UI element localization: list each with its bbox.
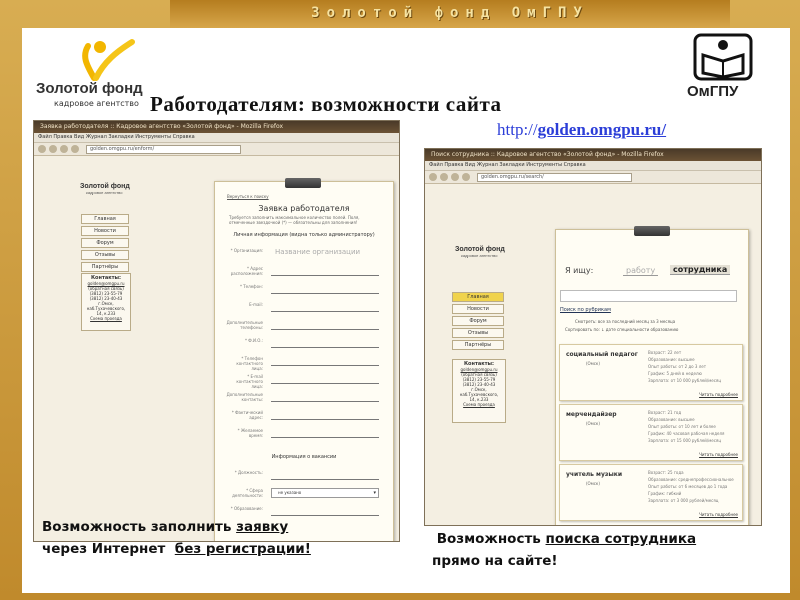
browser-title-bar: Поиск сотрудника :: Кадровое агентство «Золотой фонд» - Mozilla Firefox xyxy=(425,149,761,161)
job-details xyxy=(648,409,724,444)
option-staff[interactable]: сотрудника xyxy=(670,265,730,275)
contacts-line[interactable]: (обратная связь) xyxy=(461,372,497,377)
caption-text: Возможность xyxy=(432,531,546,547)
job-detail: Образование: среднепрофессиональное xyxy=(648,477,734,482)
job-detail: Зарплата: от 15 000 рублей/месяц xyxy=(648,438,722,443)
contacts-title: Контакты: xyxy=(463,361,495,367)
job-detail: Возраст: 21 год xyxy=(648,410,682,415)
banner-title: Золотой фонд ОмГПУ xyxy=(311,5,589,21)
forward-icon[interactable] xyxy=(49,145,57,153)
page-title: Работодателям: возможности сайта xyxy=(150,92,502,116)
read-more-link[interactable]: Читать подробнее xyxy=(699,392,738,397)
section-personal-title: Личная информация (видна только администратору) xyxy=(233,232,375,238)
contacts-box xyxy=(81,273,131,331)
browser-menu-bar: Файл Правка Вид Журнал Закладки Инструменты Справка xyxy=(425,161,761,171)
form-row[interactable] xyxy=(225,470,383,482)
field-label: Дополнительные телефоны: xyxy=(226,320,263,330)
caption-right xyxy=(432,528,696,572)
field-label: * Ф.И.О.: xyxy=(244,338,263,343)
slide-canvas xyxy=(22,28,790,593)
field-input[interactable] xyxy=(271,311,379,312)
reload-icon[interactable] xyxy=(60,145,68,153)
omgpu-name: ОмГПУ xyxy=(687,83,739,100)
contacts-box xyxy=(452,359,506,423)
chevron-down-icon: ▾ xyxy=(373,490,376,496)
field-input[interactable] xyxy=(271,479,379,480)
form-row[interactable] xyxy=(225,320,383,332)
field-input[interactable] xyxy=(271,365,379,366)
site-logo-sub: кадровое агентство xyxy=(86,190,123,195)
reload-icon[interactable] xyxy=(451,173,459,181)
field-label: * Телефон: xyxy=(239,284,263,289)
contacts-line[interactable]: Схема проезда xyxy=(463,402,495,407)
form-paper xyxy=(214,181,394,542)
clipboard-clip-icon xyxy=(634,226,670,236)
form-note: Требуется заполнить максимальное количество полей. Поля, отмеченные звездочкой (*) — обязательны для заполнения! xyxy=(229,215,360,225)
nav-forum[interactable]: Форум xyxy=(81,238,129,248)
job-card[interactable] xyxy=(559,344,743,401)
job-title[interactable]: учитель музыки xyxy=(566,471,623,478)
org-input[interactable]: Название организации xyxy=(275,248,361,256)
caption-left xyxy=(42,516,311,560)
golden-fund-logo xyxy=(36,38,166,133)
caption-text: через Интернет xyxy=(42,541,175,557)
option-work[interactable]: работу xyxy=(623,266,658,276)
forward-icon[interactable] xyxy=(440,173,448,181)
site-logo xyxy=(455,246,505,258)
form-row[interactable] xyxy=(225,338,383,350)
logo-brand-text: Золотой фонд xyxy=(36,80,143,97)
form-row[interactable] xyxy=(225,266,383,278)
field-label: * Должность: xyxy=(234,470,263,475)
screenshot-employer-form xyxy=(33,120,400,542)
vacancy-select-value: не указано xyxy=(278,490,302,495)
job-title[interactable]: социальный педагог xyxy=(566,351,638,358)
field-label: * E-mail контактного лица: xyxy=(236,374,263,389)
clipboard-clip-icon xyxy=(285,178,321,188)
nav-reviews[interactable]: Отзывы xyxy=(452,328,504,338)
site-logo xyxy=(80,183,130,195)
site-logo-sub: кадровое агентство xyxy=(461,253,498,258)
nav-main[interactable]: Главная xyxy=(81,214,129,224)
job-detail: График: гибкий xyxy=(648,491,682,496)
contacts-line: наб.Тухачевского, xyxy=(86,306,126,311)
contacts-line: г.Омск, xyxy=(471,387,487,392)
omgpu-book-icon xyxy=(693,33,753,81)
field-input[interactable] xyxy=(271,401,379,402)
nav-forum[interactable]: Форум xyxy=(452,316,504,326)
job-title[interactable]: мерчендайзер xyxy=(566,411,617,418)
field-label: * Желаемое время: xyxy=(237,428,263,438)
form-row[interactable] xyxy=(225,356,383,371)
form-row[interactable] xyxy=(225,302,383,314)
site-nav xyxy=(452,292,504,352)
section-vacancy-title: Информация о вакансии xyxy=(271,454,337,460)
caption-text: Возможность заполнить xyxy=(42,519,237,535)
contacts-line: (3812) 23-40-43 xyxy=(89,296,123,301)
read-more-link[interactable]: Читать подробнее xyxy=(699,512,738,517)
golden-fund-emblem-icon xyxy=(64,38,144,82)
vacancy-select[interactable] xyxy=(271,488,379,498)
browser-nav-bar xyxy=(425,171,761,184)
job-detail: Образование: высшее xyxy=(648,417,695,422)
search-question: Я ищу: xyxy=(565,266,594,275)
field-label: * Телефон контактного лица: xyxy=(236,356,263,371)
caption-link-staff-search[interactable]: поиска сотрудника xyxy=(545,531,697,547)
site-logo-text: Золотой фонд xyxy=(455,246,505,253)
org-label: * Организация: xyxy=(230,248,263,253)
nav-main[interactable]: Главная xyxy=(452,292,504,302)
job-detail: Зарплата: от 10 000 рублей/месяц xyxy=(648,378,722,383)
job-card[interactable] xyxy=(559,464,743,521)
contacts-line: наб.Тухачевского, xyxy=(459,392,499,397)
job-detail: График: 40 часовая рабочая неделя xyxy=(648,431,725,436)
job-card[interactable] xyxy=(559,404,743,461)
caption-link-application[interactable]: заявку xyxy=(236,519,289,535)
caption-left-line1 xyxy=(42,516,311,538)
form-row[interactable] xyxy=(225,428,383,440)
caption-right-line1 xyxy=(432,528,696,550)
contacts-line[interactable]: golden@omgpu.ru xyxy=(460,367,498,372)
job-detail: Опыт работы: от 6 месяцев до 1 года xyxy=(648,484,728,489)
nav-news[interactable]: Новости xyxy=(452,304,504,314)
job-city: (Омск) xyxy=(586,421,600,426)
screenshot-staff-search xyxy=(424,148,762,526)
contacts-line[interactable]: (обратная связь) xyxy=(88,286,124,291)
home-icon[interactable] xyxy=(71,145,79,153)
caption-left-line2 xyxy=(42,538,311,560)
job-detail: Опыт работы: от 10 лет и более xyxy=(648,424,716,429)
form-row[interactable] xyxy=(225,284,383,296)
field-label: E-mail: xyxy=(249,302,263,307)
job-details xyxy=(648,349,721,384)
browser-title-bar: Заявка работодателя :: Кадровое агентство «Золотой фонд» - Mozilla Firefox xyxy=(34,121,399,133)
read-more-link[interactable]: Читать подробнее xyxy=(699,452,738,457)
filter-sort[interactable]: Сортировать по: ↓ дате специальности образованию xyxy=(565,327,679,332)
job-detail: Возраст: 22 лет xyxy=(648,350,682,355)
job-detail: Возраст: 25 года xyxy=(648,470,684,475)
nav-reviews[interactable]: Отзывы xyxy=(81,250,129,260)
field-label: * Образование: xyxy=(230,506,263,511)
contacts-line: (3812) 23-40-43 xyxy=(462,382,496,387)
form-row[interactable] xyxy=(225,392,383,404)
field-input[interactable] xyxy=(271,419,379,420)
job-detail: График: 5 дней в неделю xyxy=(648,371,702,376)
nav-news[interactable]: Новости xyxy=(81,226,129,236)
omgpu-logo xyxy=(685,33,775,113)
job-details xyxy=(648,469,734,504)
form-row[interactable] xyxy=(225,410,383,422)
contacts-line: 14, к.233 xyxy=(469,397,489,402)
nav-partners[interactable]: Партнёры xyxy=(452,340,504,350)
back-icon[interactable] xyxy=(38,145,46,153)
contacts-line: 14, к.233 xyxy=(96,311,116,316)
contacts-line[interactable]: Схема проезда xyxy=(90,316,122,321)
form-row[interactable] xyxy=(225,488,383,500)
field-label: * Фактический адрес: xyxy=(231,410,263,420)
browser-address-input[interactable]: golden.omgpu.ru/enform/ xyxy=(86,145,241,154)
web-page xyxy=(34,156,399,541)
job-city: (Омск) xyxy=(586,481,600,486)
contacts-line: (3812) 23-55-79 xyxy=(89,291,123,296)
top-banner xyxy=(170,0,730,28)
home-icon[interactable] xyxy=(462,173,470,181)
form-title: Заявка работодателя xyxy=(258,204,350,213)
form-row[interactable] xyxy=(225,374,383,389)
field-label: Дополнительные контакты: xyxy=(226,392,263,402)
url-protocol: http:// xyxy=(497,120,538,139)
site-logo-text: Золотой фонд xyxy=(80,183,130,190)
search-by-category-link[interactable]: Поиск по рубрикам xyxy=(560,307,611,313)
contacts-line: (3812) 23-55-79 xyxy=(462,377,496,382)
contacts-line[interactable]: golden@omgpu.ru xyxy=(87,281,125,286)
contacts-title: Контакты: xyxy=(90,275,122,281)
field-input[interactable] xyxy=(271,275,379,276)
site-url-link[interactable] xyxy=(497,120,666,140)
caption-right-line2: прямо на сайте! xyxy=(432,553,558,569)
job-city: (Омск) xyxy=(586,361,600,366)
field-label: * Адрес расположения: xyxy=(230,266,263,276)
url-host: golden.omgpu.ru/ xyxy=(537,120,667,139)
field-input[interactable] xyxy=(271,293,379,294)
job-detail: Опыт работы: от 2 до 3 лет xyxy=(648,364,707,369)
caption-link-no-registration[interactable]: без регистрации! xyxy=(174,541,311,557)
job-detail: Образование: высшее xyxy=(648,357,695,362)
field-input[interactable] xyxy=(271,329,379,330)
field-input[interactable] xyxy=(271,347,379,348)
contacts-line: г.Омск, xyxy=(98,301,114,306)
search-input[interactable] xyxy=(560,290,737,302)
browser-address-input[interactable]: golden.omgpu.ru/search/ xyxy=(477,173,632,182)
job-detail: Зарплата: от 3 000 рублей/месяц xyxy=(648,498,719,503)
field-input[interactable] xyxy=(271,383,379,384)
back-to-search-link[interactable]: Вернуться к поиску xyxy=(227,194,269,199)
web-page xyxy=(425,184,761,525)
browser-menu-bar: Файл Правка Вид Журнал Закладки Инструменты Справка xyxy=(34,133,399,143)
field-label: * Сфера деятельности: xyxy=(232,488,263,498)
logo-subtitle: кадровое агентство xyxy=(54,99,139,108)
filter-show[interactable]: Смотреть: все за последний месяц за 3 месяца xyxy=(575,319,676,324)
field-input[interactable] xyxy=(271,437,379,438)
browser-nav-bar xyxy=(34,143,399,156)
back-icon[interactable] xyxy=(429,173,437,181)
site-nav xyxy=(81,214,129,274)
nav-partners[interactable]: Партнёры xyxy=(81,262,129,272)
